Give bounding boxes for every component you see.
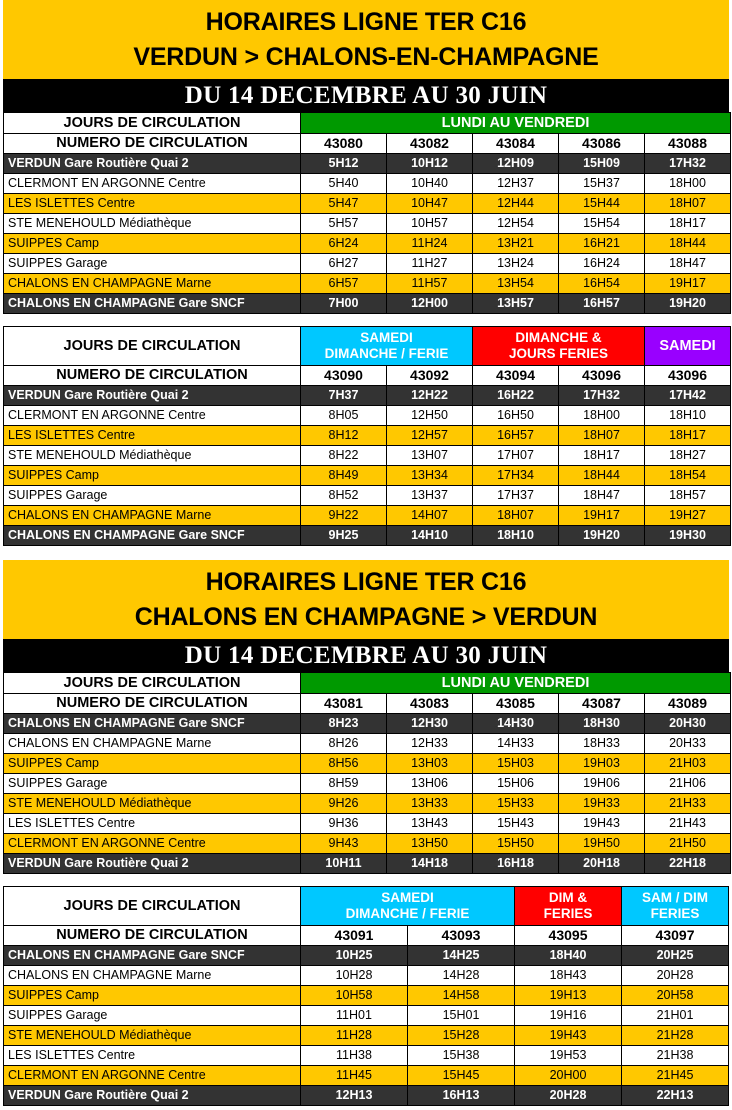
- spacer: [0, 874, 732, 886]
- stop-name: SUIPPES Camp: [4, 234, 301, 254]
- departure-time: 11H27: [387, 254, 473, 274]
- title-banner: [3, 0, 729, 79]
- departure-time: 17H42: [645, 386, 731, 406]
- table-row: [4, 154, 731, 174]
- departure-time: 13H43: [387, 814, 473, 834]
- departure-time: 11H24: [387, 234, 473, 254]
- departure-time: 9H43: [301, 834, 387, 854]
- stop-name: VERDUN Gare Routière Quai 2: [4, 854, 301, 874]
- table-row: [4, 426, 731, 446]
- departure-time: 15H50: [473, 834, 559, 854]
- departure-time: 15H09: [559, 154, 645, 174]
- trip-number: 43090: [301, 366, 387, 386]
- trip-number: 43083: [387, 694, 473, 714]
- departure-time: 19H20: [645, 294, 731, 314]
- trip-number: 43096: [645, 366, 731, 386]
- trip-number-label: NUMERO DE CIRCULATION: [4, 366, 301, 386]
- departure-time: 20H18: [559, 854, 645, 874]
- departure-time: 8H26: [301, 734, 387, 754]
- departure-time: 13H34: [387, 466, 473, 486]
- table-row: [4, 734, 731, 754]
- departure-time: 21H43: [645, 814, 731, 834]
- title-block: [3, 0, 729, 112]
- departure-time: 19H20: [559, 526, 645, 546]
- trip-number: 43097: [622, 926, 729, 946]
- departure-time: 13H37: [387, 486, 473, 506]
- schedule-table: [3, 886, 729, 1106]
- departure-time: 14H07: [387, 506, 473, 526]
- table-row: [4, 274, 731, 294]
- departure-time: 18H44: [645, 234, 731, 254]
- stop-name: VERDUN Gare Routière Quai 2: [4, 1086, 301, 1106]
- stop-name: CHALONS EN CHAMPAGNE Marne: [4, 734, 301, 754]
- table-row: [4, 1066, 729, 1086]
- trip-number: 43087: [559, 694, 645, 714]
- departure-time: 13H54: [473, 274, 559, 294]
- departure-time: 10H47: [387, 194, 473, 214]
- departure-time: 14H30: [473, 714, 559, 734]
- departure-time: 16H21: [559, 234, 645, 254]
- trip-number-label: NUMERO DE CIRCULATION: [4, 926, 301, 946]
- departure-time: 7H37: [301, 386, 387, 406]
- departure-time: 12H54: [473, 214, 559, 234]
- table-row: [4, 174, 731, 194]
- departure-time: 18H07: [645, 194, 731, 214]
- departure-time: 21H50: [645, 834, 731, 854]
- departure-time: 12H44: [473, 194, 559, 214]
- stop-name: LES ISLETTES Centre: [4, 1046, 301, 1066]
- table-row: [4, 194, 731, 214]
- stop-name: SUIPPES Garage: [4, 254, 301, 274]
- departure-time: 18H07: [559, 426, 645, 446]
- departure-time: 9H25: [301, 526, 387, 546]
- departure-time: 13H06: [387, 774, 473, 794]
- departure-time: 10H57: [387, 214, 473, 234]
- trip-number: 43095: [515, 926, 622, 946]
- stop-name: CLERMONT EN ARGONNE Centre: [4, 1066, 301, 1086]
- departure-time: 19H30: [645, 526, 731, 546]
- service-days-band: SAMEDI: [645, 327, 731, 366]
- service-days-band: LUNDI AU VENDREDI: [301, 673, 731, 694]
- departure-time: 10H25: [301, 946, 408, 966]
- departure-time: 18H44: [559, 466, 645, 486]
- title-banner: [3, 560, 729, 639]
- stop-name: CHALONS EN CHAMPAGNE Gare SNCF: [4, 294, 301, 314]
- departure-time: 5H57: [301, 214, 387, 234]
- trip-number: 43088: [645, 134, 731, 154]
- title-line-2: CHALONS EN CHAMPAGNE > VERDUN: [134, 603, 598, 631]
- departure-time: 14H33: [473, 734, 559, 754]
- stop-name: STE MENEHOULD Médiathèque: [4, 794, 301, 814]
- departure-time: 19H43: [515, 1026, 622, 1046]
- stop-name: LES ISLETTES Centre: [4, 194, 301, 214]
- departure-time: 18H17: [559, 446, 645, 466]
- departure-time: 8H56: [301, 754, 387, 774]
- departure-time: 19H33: [559, 794, 645, 814]
- departure-time: 20H28: [622, 966, 729, 986]
- departure-time: 12H09: [473, 154, 559, 174]
- departure-time: 12H57: [387, 426, 473, 446]
- departure-time: 6H24: [301, 234, 387, 254]
- departure-time: 15H44: [559, 194, 645, 214]
- title-line-2: VERDUN > CHALONS-EN-CHAMPAGNE: [133, 43, 599, 71]
- departure-time: 13H24: [473, 254, 559, 274]
- departure-time: 5H47: [301, 194, 387, 214]
- table-row: [4, 294, 731, 314]
- departure-time: 18H33: [559, 734, 645, 754]
- stop-name: STE MENEHOULD Médiathèque: [4, 446, 301, 466]
- departure-time: 18H47: [645, 254, 731, 274]
- departure-time: 17H32: [645, 154, 731, 174]
- departure-time: 21H38: [622, 1046, 729, 1066]
- departure-time: 18H17: [645, 214, 731, 234]
- departure-time: 18H54: [645, 466, 731, 486]
- table-row: [4, 1026, 729, 1046]
- service-days-band: SAMEDI DIMANCHE / FERIE: [301, 887, 515, 926]
- departure-time: 6H57: [301, 274, 387, 294]
- departure-time: 10H58: [301, 986, 408, 1006]
- title-line-1: HORAIRES LIGNE TER C16: [205, 8, 527, 36]
- departure-time: 16H18: [473, 854, 559, 874]
- title-line-1: HORAIRES LIGNE TER C16: [205, 568, 527, 596]
- departure-time: 18H00: [559, 406, 645, 426]
- departure-time: 14H10: [387, 526, 473, 546]
- title-block: [3, 560, 729, 672]
- departure-time: 15H33: [473, 794, 559, 814]
- departure-time: 15H28: [408, 1026, 515, 1046]
- departure-time: 11H01: [301, 1006, 408, 1026]
- departure-time: 8H12: [301, 426, 387, 446]
- trip-number: 43093: [408, 926, 515, 946]
- departure-time: 14H58: [408, 986, 515, 1006]
- table-row: [4, 834, 731, 854]
- stop-name: VERDUN Gare Routière Quai 2: [4, 386, 301, 406]
- table-row: [4, 794, 731, 814]
- header-row-trip-numbers: [4, 926, 729, 946]
- departure-time: 17H34: [473, 466, 559, 486]
- departure-time: 19H17: [645, 274, 731, 294]
- departure-time: 15H01: [408, 1006, 515, 1026]
- departure-time: 21H03: [645, 754, 731, 774]
- departure-time: 20H33: [645, 734, 731, 754]
- departure-time: 16H22: [473, 386, 559, 406]
- service-days-band: SAMEDI DIMANCHE / FERIE: [301, 327, 473, 366]
- departure-time: 12H13: [301, 1086, 408, 1106]
- stop-name: CHALONS EN CHAMPAGNE Marne: [4, 274, 301, 294]
- departure-time: 12H00: [387, 294, 473, 314]
- table-row: [4, 946, 729, 966]
- departure-time: 8H52: [301, 486, 387, 506]
- departure-time: 13H03: [387, 754, 473, 774]
- table-row: [4, 214, 731, 234]
- trip-number: 43082: [387, 134, 473, 154]
- stop-name: SUIPPES Camp: [4, 986, 301, 1006]
- departure-time: 17H07: [473, 446, 559, 466]
- departure-time: 13H07: [387, 446, 473, 466]
- table-row: [4, 714, 731, 734]
- departure-time: 9H26: [301, 794, 387, 814]
- departure-time: 13H50: [387, 834, 473, 854]
- stop-name: CHALONS EN CHAMPAGNE Gare SNCF: [4, 946, 301, 966]
- table-row: [4, 1086, 729, 1106]
- trip-number: 43092: [387, 366, 473, 386]
- departure-time: 21H01: [622, 1006, 729, 1026]
- departure-time: 16H50: [473, 406, 559, 426]
- departure-time: 16H54: [559, 274, 645, 294]
- departure-time: 19H17: [559, 506, 645, 526]
- departure-time: 12H33: [387, 734, 473, 754]
- trip-number-label: NUMERO DE CIRCULATION: [4, 134, 301, 154]
- departure-time: 7H00: [301, 294, 387, 314]
- departure-time: 14H25: [408, 946, 515, 966]
- stop-name: CLERMONT EN ARGONNE Centre: [4, 406, 301, 426]
- departure-time: 5H40: [301, 174, 387, 194]
- stop-name: CHALONS EN CHAMPAGNE Gare SNCF: [4, 714, 301, 734]
- spacer: [0, 314, 732, 326]
- stop-name: CHALONS EN CHAMPAGNE Gare SNCF: [4, 526, 301, 546]
- departure-time: 13H21: [473, 234, 559, 254]
- departure-time: 5H12: [301, 154, 387, 174]
- departure-time: 14H28: [408, 966, 515, 986]
- stop-name: SUIPPES Camp: [4, 754, 301, 774]
- header-row-days: [4, 113, 731, 134]
- departure-time: 20H25: [622, 946, 729, 966]
- departure-time: 18H00: [645, 174, 731, 194]
- stop-name: VERDUN Gare Routière Quai 2: [4, 154, 301, 174]
- departure-time: 14H18: [387, 854, 473, 874]
- departure-time: 9H36: [301, 814, 387, 834]
- trip-number: 43084: [473, 134, 559, 154]
- stop-name: SUIPPES Garage: [4, 486, 301, 506]
- departure-time: 16H57: [559, 294, 645, 314]
- header-row-days: [4, 887, 729, 926]
- schedule-table: [3, 672, 731, 874]
- departure-time: 18H10: [473, 526, 559, 546]
- departure-time: 19H43: [559, 814, 645, 834]
- table-row: [4, 506, 731, 526]
- days-of-operation-label: JOURS DE CIRCULATION: [4, 673, 301, 694]
- table-row: [4, 486, 731, 506]
- departure-time: 19H16: [515, 1006, 622, 1026]
- header-row-days: [4, 673, 731, 694]
- departure-time: 21H45: [622, 1066, 729, 1086]
- trip-number: 43085: [473, 694, 559, 714]
- stop-name: LES ISLETTES Centre: [4, 814, 301, 834]
- departure-time: 13H57: [473, 294, 559, 314]
- stop-name: SUIPPES Garage: [4, 1006, 301, 1026]
- departure-time: 12H22: [387, 386, 473, 406]
- service-days-band: DIMANCHE & JOURS FERIES: [473, 327, 645, 366]
- stop-name: LES ISLETTES Centre: [4, 426, 301, 446]
- departure-time: 17H32: [559, 386, 645, 406]
- stop-name: CLERMONT EN ARGONNE Centre: [4, 174, 301, 194]
- service-days-band: SAM / DIM FERIES: [622, 887, 729, 926]
- spacer: [0, 1106, 732, 1110]
- table-row: [4, 854, 731, 874]
- table-row: [4, 1006, 729, 1026]
- departure-time: 10H12: [387, 154, 473, 174]
- departure-time: 22H13: [622, 1086, 729, 1106]
- departure-time: 18H57: [645, 486, 731, 506]
- table-row: [4, 406, 731, 426]
- departure-time: 10H40: [387, 174, 473, 194]
- departure-time: 21H33: [645, 794, 731, 814]
- trip-number: 43086: [559, 134, 645, 154]
- departure-time: 6H27: [301, 254, 387, 274]
- departure-time: 15H06: [473, 774, 559, 794]
- departure-time: 18H30: [559, 714, 645, 734]
- departure-time: 12H37: [473, 174, 559, 194]
- departure-time: 8H23: [301, 714, 387, 734]
- departure-time: 15H54: [559, 214, 645, 234]
- departure-time: 20H30: [645, 714, 731, 734]
- spacer: [0, 546, 732, 560]
- departure-time: 15H45: [408, 1066, 515, 1086]
- table-row: [4, 1046, 729, 1066]
- departure-time: 16H13: [408, 1086, 515, 1106]
- stop-name: CHALONS EN CHAMPAGNE Marne: [4, 966, 301, 986]
- departure-time: 17H37: [473, 486, 559, 506]
- departure-time: 20H28: [515, 1086, 622, 1106]
- departure-time: 21H28: [622, 1026, 729, 1046]
- departure-time: 18H27: [645, 446, 731, 466]
- trip-number: 43096: [559, 366, 645, 386]
- departure-time: 15H38: [408, 1046, 515, 1066]
- table-row: [4, 466, 731, 486]
- departure-time: 9H22: [301, 506, 387, 526]
- departure-time: 18H47: [559, 486, 645, 506]
- stop-name: STE MENEHOULD Médiathèque: [4, 1026, 301, 1046]
- departure-time: 12H50: [387, 406, 473, 426]
- table-row: [4, 814, 731, 834]
- header-row-trip-numbers: [4, 366, 731, 386]
- departure-time: 8H59: [301, 774, 387, 794]
- departure-time: 19H50: [559, 834, 645, 854]
- departure-time: 16H57: [473, 426, 559, 446]
- departure-time: 18H43: [515, 966, 622, 986]
- departure-time: 21H06: [645, 774, 731, 794]
- departure-time: 12H30: [387, 714, 473, 734]
- departure-time: 19H27: [645, 506, 731, 526]
- table-row: [4, 386, 731, 406]
- table-row: [4, 234, 731, 254]
- trip-number-label: NUMERO DE CIRCULATION: [4, 694, 301, 714]
- days-of-operation-label: JOURS DE CIRCULATION: [4, 327, 301, 366]
- table-row: [4, 986, 729, 1006]
- departure-time: 18H40: [515, 946, 622, 966]
- departure-time: 11H45: [301, 1066, 408, 1086]
- validity-period-banner: DU 14 DECEMBRE AU 30 JUIN: [3, 79, 729, 112]
- trip-number: 43089: [645, 694, 731, 714]
- departure-time: 8H22: [301, 446, 387, 466]
- stop-name: SUIPPES Garage: [4, 774, 301, 794]
- departure-time: 11H57: [387, 274, 473, 294]
- departure-time: 20H00: [515, 1066, 622, 1086]
- days-of-operation-label: JOURS DE CIRCULATION: [4, 887, 301, 926]
- header-row-trip-numbers: [4, 134, 731, 154]
- departure-time: 18H07: [473, 506, 559, 526]
- table-row: [4, 254, 731, 274]
- header-row-trip-numbers: [4, 694, 731, 714]
- table-row: [4, 966, 729, 986]
- departure-time: 11H38: [301, 1046, 408, 1066]
- departure-time: 18H17: [645, 426, 731, 446]
- departure-time: 18H10: [645, 406, 731, 426]
- schedule-table: [3, 326, 731, 546]
- stop-name: STE MENEHOULD Médiathèque: [4, 214, 301, 234]
- stop-name: CLERMONT EN ARGONNE Centre: [4, 834, 301, 854]
- service-days-band: LUNDI AU VENDREDI: [301, 113, 731, 134]
- service-days-band: DIM & FERIES: [515, 887, 622, 926]
- departure-time: 19H06: [559, 774, 645, 794]
- validity-period-banner: DU 14 DECEMBRE AU 30 JUIN: [3, 639, 729, 672]
- trip-number: 43081: [301, 694, 387, 714]
- departure-time: 15H03: [473, 754, 559, 774]
- days-of-operation-label: JOURS DE CIRCULATION: [4, 113, 301, 134]
- departure-time: 13H33: [387, 794, 473, 814]
- stop-name: CHALONS EN CHAMPAGNE Marne: [4, 506, 301, 526]
- departure-time: 19H53: [515, 1046, 622, 1066]
- departure-time: 11H28: [301, 1026, 408, 1046]
- departure-time: 19H13: [515, 986, 622, 1006]
- departure-time: 10H28: [301, 966, 408, 986]
- table-row: [4, 526, 731, 546]
- departure-time: 16H24: [559, 254, 645, 274]
- departure-time: 19H03: [559, 754, 645, 774]
- table-row: [4, 446, 731, 466]
- table-row: [4, 754, 731, 774]
- schedule-table: [3, 112, 731, 314]
- trip-number: 43080: [301, 134, 387, 154]
- departure-time: 8H05: [301, 406, 387, 426]
- trip-number: 43091: [301, 926, 408, 946]
- header-row-days: [4, 327, 731, 366]
- departure-time: 15H43: [473, 814, 559, 834]
- stop-name: SUIPPES Camp: [4, 466, 301, 486]
- table-row: [4, 774, 731, 794]
- departure-time: 22H18: [645, 854, 731, 874]
- departure-time: 10H11: [301, 854, 387, 874]
- departure-time: 8H49: [301, 466, 387, 486]
- trip-number: 43094: [473, 366, 559, 386]
- departure-time: 20H58: [622, 986, 729, 1006]
- departure-time: 15H37: [559, 174, 645, 194]
